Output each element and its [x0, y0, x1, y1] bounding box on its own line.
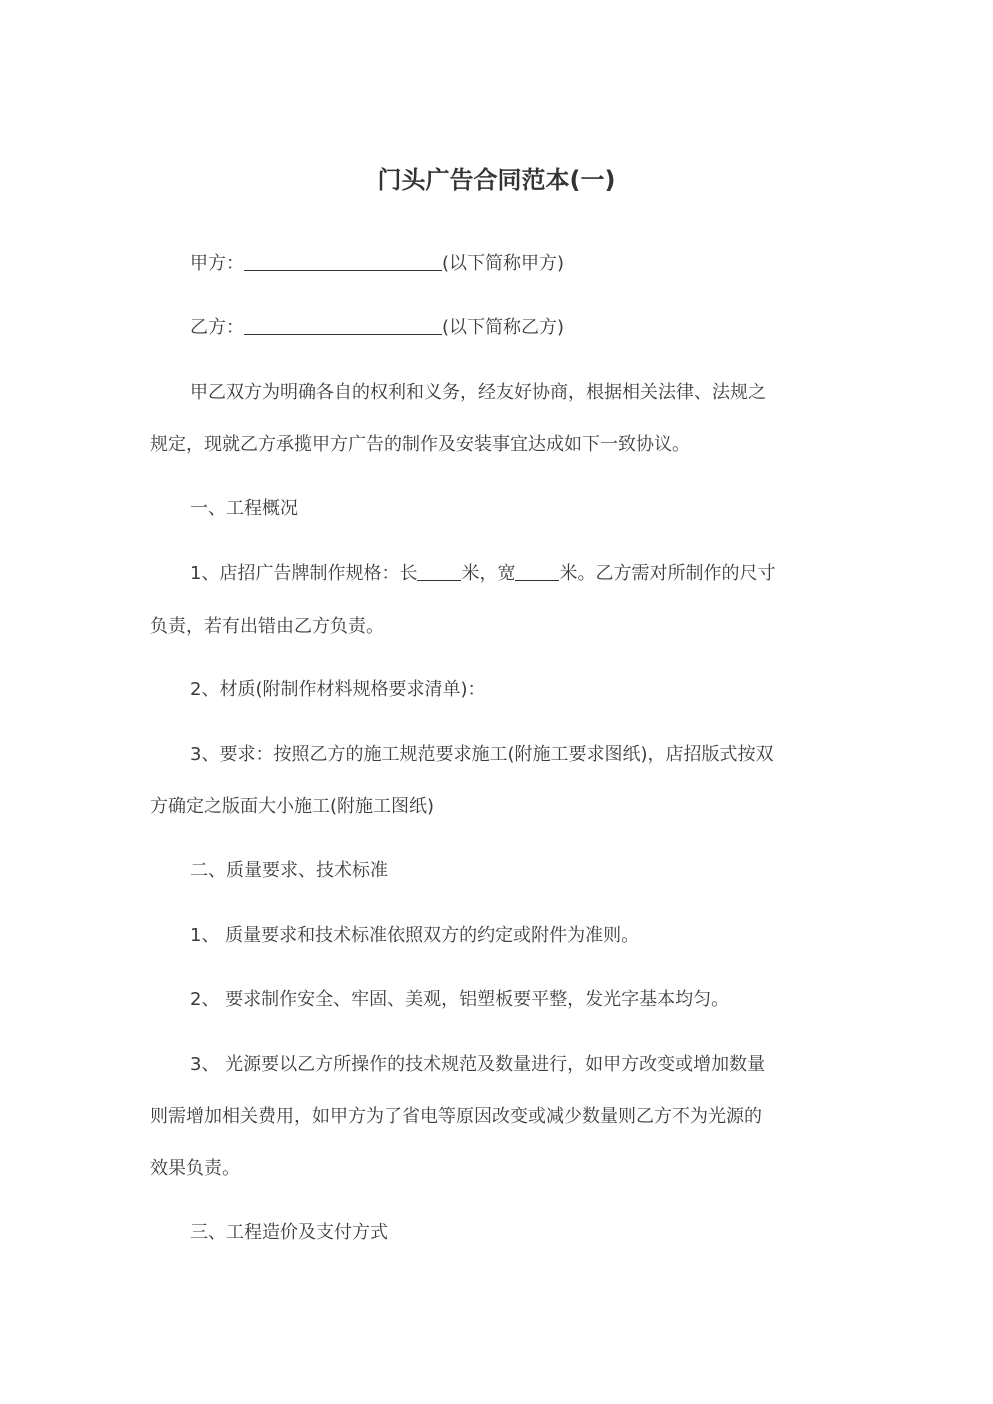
- section2-item2: 2、 要求制作安全、牢固、美观，铝塑板要平整，发光字基本均匀。: [190, 989, 730, 1010]
- section1-heading: 一、工程概况: [190, 498, 298, 519]
- length-blank: [417, 562, 461, 581]
- spec-rest: 米。乙方需对所制作的尺寸: [559, 563, 776, 584]
- spec-mid: 米，宽: [461, 563, 516, 584]
- width-blank: [515, 562, 559, 581]
- section1-item3-line-1: 3、要求：按照乙方的施工规范要求施工(附施工要求图纸)，店招版式按双: [190, 744, 774, 765]
- intro-line-2: 规定，现就乙方承揽甲方广告的制作及安装事宜达成如下一致协议。: [150, 434, 690, 455]
- section3-heading: 三、工程造价及支付方式: [190, 1222, 388, 1243]
- section1-item2: 2、材质(附制作材料规格要求清单)：: [190, 679, 486, 700]
- spec-prefix: 1、店招广告牌制作规格：长: [190, 563, 418, 584]
- party-a-label: 甲方：: [190, 253, 244, 274]
- section2-heading: 二、质量要求、技术标准: [190, 860, 388, 881]
- section2-item3-line-1: 3、 光源要以乙方所操作的技术规范及数量进行，如甲方改变或增加数量: [190, 1054, 766, 1075]
- section2-item1: 1、 质量要求和技术标准依照双方的约定或附件为准则。: [190, 925, 640, 946]
- intro-line-1: 甲乙双方为明确各自的权利和义务，经友好协商，根据相关法律、法规之: [190, 382, 766, 403]
- section2-item3-line-2: 则需增加相关费用，如甲方为了省电等原因改变或减少数量则乙方不为光源的: [150, 1106, 762, 1127]
- section1-item1-line-2: 负责，若有出错由乙方负责。: [150, 616, 384, 637]
- party-b-line: [190, 315, 840, 341]
- section1-item3-line-2: 方确定之版面大小施工(附施工图纸): [150, 796, 435, 817]
- party-b-label: 乙方：: [190, 317, 244, 338]
- party-b-suffix: (以下简称乙方): [442, 317, 565, 338]
- party-a-line: [190, 251, 840, 277]
- section1-item1-line-1: [190, 561, 840, 587]
- party-b-blank: [244, 316, 442, 335]
- party-a-suffix: (以下简称甲方): [442, 253, 565, 274]
- document-title: 门头广告合同范本(一): [377, 166, 616, 194]
- party-a-blank: [244, 252, 442, 271]
- section2-item3-line-3: 效果负责。: [150, 1158, 240, 1179]
